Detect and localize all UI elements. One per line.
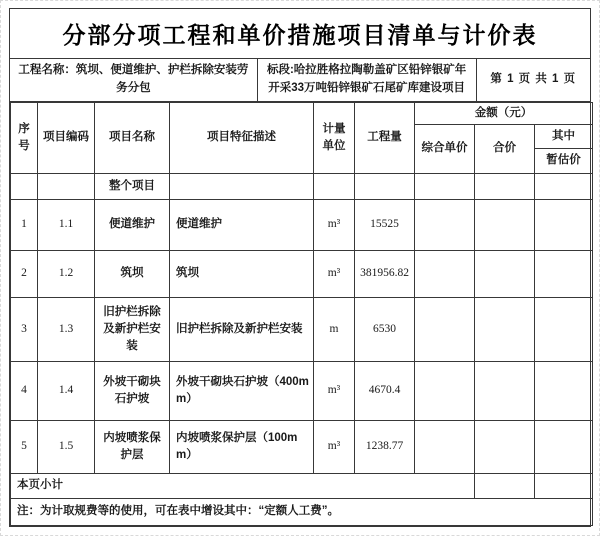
row-quantity: 4670.4 (355, 362, 415, 421)
row-quantity: 15525 (355, 200, 415, 251)
col-header-provisional: 暂估价 (535, 149, 593, 174)
pricing-table-document (9, 8, 591, 527)
row-name: 便道维护 (95, 200, 170, 251)
col-header-of-which: 其中 (535, 125, 593, 149)
cell-empty (170, 174, 314, 200)
row-provisional (535, 200, 593, 251)
row-provisional (535, 421, 593, 474)
col-header-feature: 项目特征描述 (170, 103, 314, 174)
row-total-price (475, 298, 535, 362)
col-header-name: 项目名称 (95, 103, 170, 174)
cell-empty (38, 174, 95, 200)
row-seq: 4 (11, 362, 38, 421)
row-seq: 2 (11, 251, 38, 298)
title-bar (10, 9, 590, 59)
table-row (11, 298, 593, 362)
table-row (11, 421, 593, 474)
row-feature: 旧护栏拆除及新护栏安装 (170, 298, 314, 362)
col-header-code: 项目编码 (38, 103, 95, 174)
project-name-cell: 工程名称：筑坝、便道维护、护栏拆除安装劳务分包 (10, 59, 258, 101)
row-code: 1.3 (38, 298, 95, 362)
page-title: 分部分项工程和单价措施项目清单与计价表 (62, 22, 538, 48)
info-row (10, 59, 590, 102)
cell-empty (11, 174, 38, 200)
table-row (11, 251, 593, 298)
row-quantity: 381956.82 (355, 251, 415, 298)
section-row (11, 174, 593, 200)
row-unit: m³ (314, 200, 355, 251)
col-header-total-price: 合价 (475, 125, 535, 174)
row-total-price (475, 362, 535, 421)
row-provisional (535, 362, 593, 421)
row-quantity: 6530 (355, 298, 415, 362)
subtotal-row (11, 474, 593, 499)
header-row-1 (11, 103, 593, 125)
row-name: 外坡干砌块石护坡 (95, 362, 170, 421)
row-name: 筑坝 (95, 251, 170, 298)
cell-empty (355, 174, 415, 200)
row-unit-price (415, 298, 475, 362)
col-header-seq: 序号 (11, 103, 38, 174)
subtotal-provisional (535, 474, 593, 499)
row-total-price (475, 421, 535, 474)
cell-empty (314, 174, 355, 200)
row-provisional (535, 251, 593, 298)
row-code: 1.1 (38, 200, 95, 251)
footnote: 注：为计取规费等的使用，可在表中增设其中：“定额人工费”。 (11, 499, 593, 526)
row-seq: 3 (11, 298, 38, 362)
row-feature: 便道维护 (170, 200, 314, 251)
row-unit: m³ (314, 362, 355, 421)
row-quantity: 1238.77 (355, 421, 415, 474)
subtotal-label: 本页小计 (11, 474, 475, 499)
row-name: 旧护栏拆除及新护栏安装 (95, 298, 170, 362)
pricing-table (10, 102, 593, 526)
row-unit: m³ (314, 251, 355, 298)
col-header-unit: 计量单位 (314, 103, 355, 174)
row-unit-price (415, 251, 475, 298)
row-feature: 外坡干砌块石护坡（400mm） (170, 362, 314, 421)
row-provisional (535, 298, 593, 362)
section-name: 整个项目 (95, 174, 170, 200)
row-code: 1.4 (38, 362, 95, 421)
note-row (11, 499, 593, 526)
row-unit-price (415, 200, 475, 251)
row-feature: 内坡喷浆保护层（100mm） (170, 421, 314, 474)
row-total-price (475, 200, 535, 251)
row-code: 1.2 (38, 251, 95, 298)
col-header-quantity: 工程量 (355, 103, 415, 174)
row-code: 1.5 (38, 421, 95, 474)
page-indicator: 第 1 页 共 1 页 (490, 73, 577, 86)
row-unit-price (415, 362, 475, 421)
row-feature: 筑坝 (170, 251, 314, 298)
col-header-unit-price: 综合单价 (415, 125, 475, 174)
row-seq: 5 (11, 421, 38, 474)
row-unit-price (415, 421, 475, 474)
row-name: 内坡喷浆保护层 (95, 421, 170, 474)
row-unit: m³ (314, 421, 355, 474)
table-row (11, 200, 593, 251)
cell-empty (415, 174, 475, 200)
col-header-amount-group: 金额（元） (415, 103, 593, 125)
cell-empty (535, 174, 593, 200)
bid-section-cell: 标段:哈拉胜格拉陶勒盖矿区铅锌银矿年开采33万吨铅锌银矿石尾矿库建设项目 (258, 59, 477, 101)
row-total-price (475, 251, 535, 298)
row-seq: 1 (11, 200, 38, 251)
row-unit: m (314, 298, 355, 362)
table-row (11, 362, 593, 421)
cell-empty (475, 174, 535, 200)
subtotal-total-price (475, 474, 535, 499)
